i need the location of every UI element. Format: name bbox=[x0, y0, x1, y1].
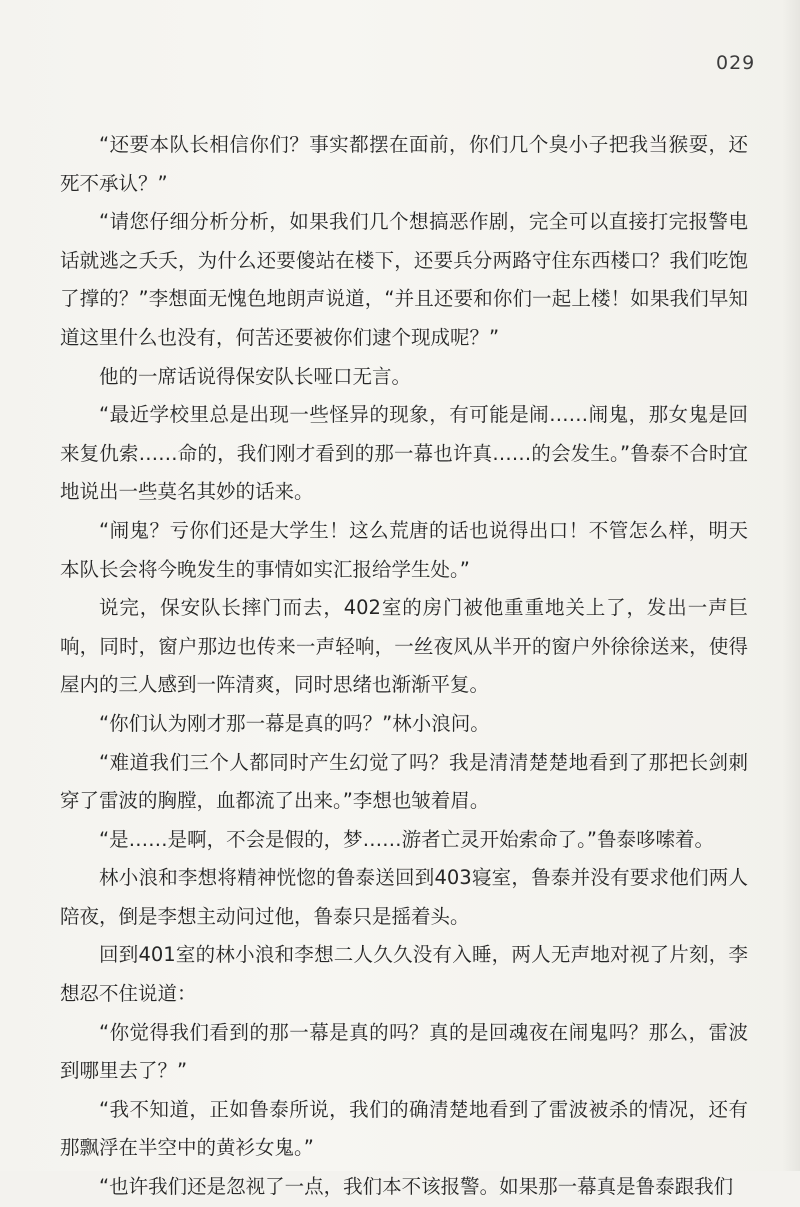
paragraph: “闹鬼？亏你们还是大学生！这么荒唐的话也说得出口！不管怎么样，明天本队长会将今晚发生的事情如实汇报给学生处。” bbox=[60, 518, 748, 581]
paragraph: “还要本队长相信你们？事实都摆在面前，你们几个臭小子把我当猴耍，还死不承认？” bbox=[60, 133, 748, 195]
body-text bbox=[60, 126, 748, 1207]
page-number: 029 bbox=[716, 52, 756, 74]
paragraph: “你们认为刚才那一幕是真的吗？”林小浪问。 bbox=[99, 711, 490, 735]
paragraph: “最近学校里总是出现一些怪异的现象，有可能是闹……闹鬼，那女鬼是回来复仇索……命的，我们刚才看到的那一幕也许真……的会发生。”鲁泰不合时宜地说出一些莫名其妙的话来。 bbox=[60, 403, 748, 504]
paragraph: “请您仔细分析分析，如果我们几个想搞恶作剧，完全可以直接打完报警电话就逃之夭夭，为什么还要傻站在楼下，还要兵分两路守住东西楼口？我们吃饱了撑的？”李想面无愧色地朗声说道，“并且还要和你们一起上楼！如果我们早知道这里什么也没有，何苦还要被你们逮个现成呢？” bbox=[60, 210, 748, 349]
paragraph: “你觉得我们看到的那一幕是真的吗？真的是回魂夜在闹鬼吗？那么，雷波到哪里去了？” bbox=[60, 1020, 748, 1083]
paragraph: “是……是啊，不会是假的，梦……游者亡灵开始索命了。”鲁泰哆嗦着。 bbox=[99, 827, 714, 851]
page-edge-shadow bbox=[782, 0, 800, 1171]
paragraph: 林小浪和李想将精神恍惚的鲁泰送回到403寝室，鲁泰并没有要求他们两人陪夜，倒是李想主动问过他，鲁泰只是摇着头。 bbox=[60, 866, 748, 928]
paragraph: “难道我们三个人都同时产生幻觉了吗？我是清清楚楚地看到了那把长剑刺穿了雷波的胸膛，血都流了出来。”李想也皱着眉。 bbox=[60, 750, 748, 813]
paragraph: 他的一席话说得保安队长哑口无言。 bbox=[99, 364, 412, 388]
paragraph: “我不知道，正如鲁泰所说，我们的确清楚地看到了雷波被杀的情况，还有那飘浮在半空中的黄衫女鬼。” bbox=[60, 1097, 748, 1160]
paragraph: 回到401室的林小浪和李想二人久久没有入睡，两人无声地对视了片刻，李想忍不住说道： bbox=[60, 943, 748, 1006]
paragraph: 说完，保安队长摔门而去，402室的房门被他重重地关上了，发出一声巨响，同时，窗户那边也传来一声轻响，一丝夜风从半开的窗户外徐徐送来，使得屋内的三人感到一阵清爽，同时思绪也渐渐平复。 bbox=[60, 596, 748, 697]
paragraph: “也许我们还是忽视了一点，我们本不该报警。如果那一幕真是鲁泰跟我们 bbox=[99, 1175, 734, 1199]
